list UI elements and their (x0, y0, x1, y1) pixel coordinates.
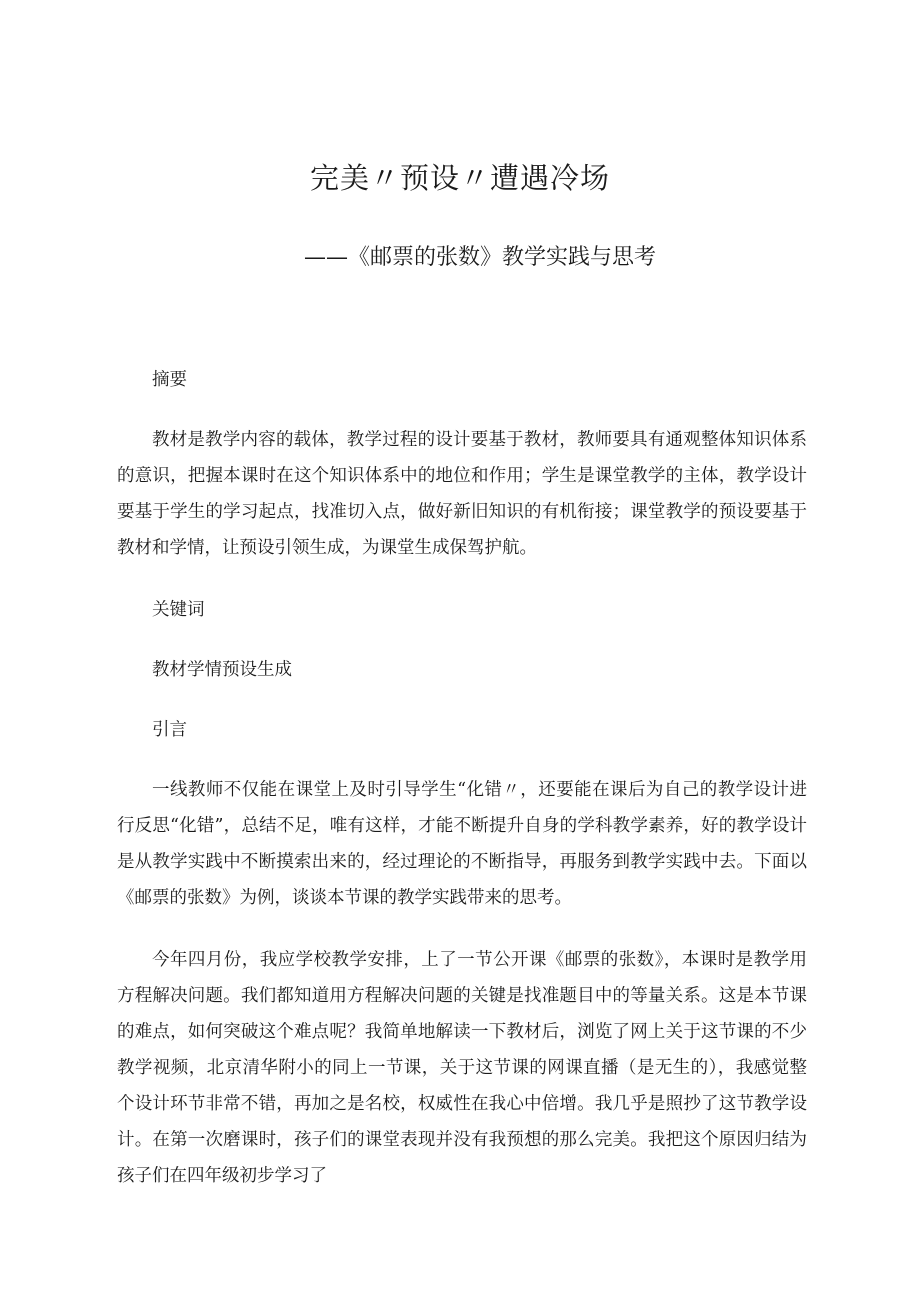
abstract-heading: 摘要 (152, 370, 187, 390)
introduction-heading: 引言 (152, 720, 187, 740)
document-subtitle: ——《邮票的张数》教学实践与思考 (303, 245, 656, 270)
keywords-heading: 关键词 (152, 600, 205, 620)
abstract-text: 教材是教学内容的载体，教学过程的设计要基于教材，教师要具有通观整体知识体系的意识，把握本课时在这个知识体系中的地位和作用；学生是课堂教学的主体，教学设计要基于学生的学习起点，找准切入点，做好新旧知识的有机衔接；课堂教学的预设要基于教材和学情，让预设引领生成，为课堂生成保驾护航。 (117, 430, 807, 558)
introduction-paragraph-1: 一线教师不仅能在课堂上及时引导学生“化错〃，还要能在课后为自己的教学设计进行反思“化错”，总结不足，唯有这样，才能不断提升自身的学科教学素养，好的教学设计是从教学实践中不断摸索出来的，经过理论的不断指导，再服务到教学实践中去。下面以《邮票的张数》为例，谈谈本节课的教学实践带来的思考。 (117, 780, 807, 908)
document-body (117, 362, 807, 1194)
introduction-paragraph-2: 今年四月份，我应学校教学安排，上了一节公开课《邮票的张数》，本课时是教学用方程解决问题。我们都知道用方程解决问题的关键是找准题目中的等量关系。这是本节课的难点，如何突破这个难点呢？我简单地解读一下教材后，浏览了网上关于这节课的不少教学视频，北京清华附小的同上一节课，关于这节课的网课直播（是无生的），我感觉整个设计环节非常不错，再加之是名校，权威性在我心中倍增。我几乎是照抄了这节教学设计。在第一次磨课时，孩子们的课堂表现并没有我预想的那么完美。我把这个原因归结为孩子们在四年级初步学习了 (117, 950, 807, 1186)
keywords-text: 教材学情预设生成 (152, 660, 292, 680)
document-title: 完美〃预设〃遭遇冷场 (309, 161, 610, 195)
